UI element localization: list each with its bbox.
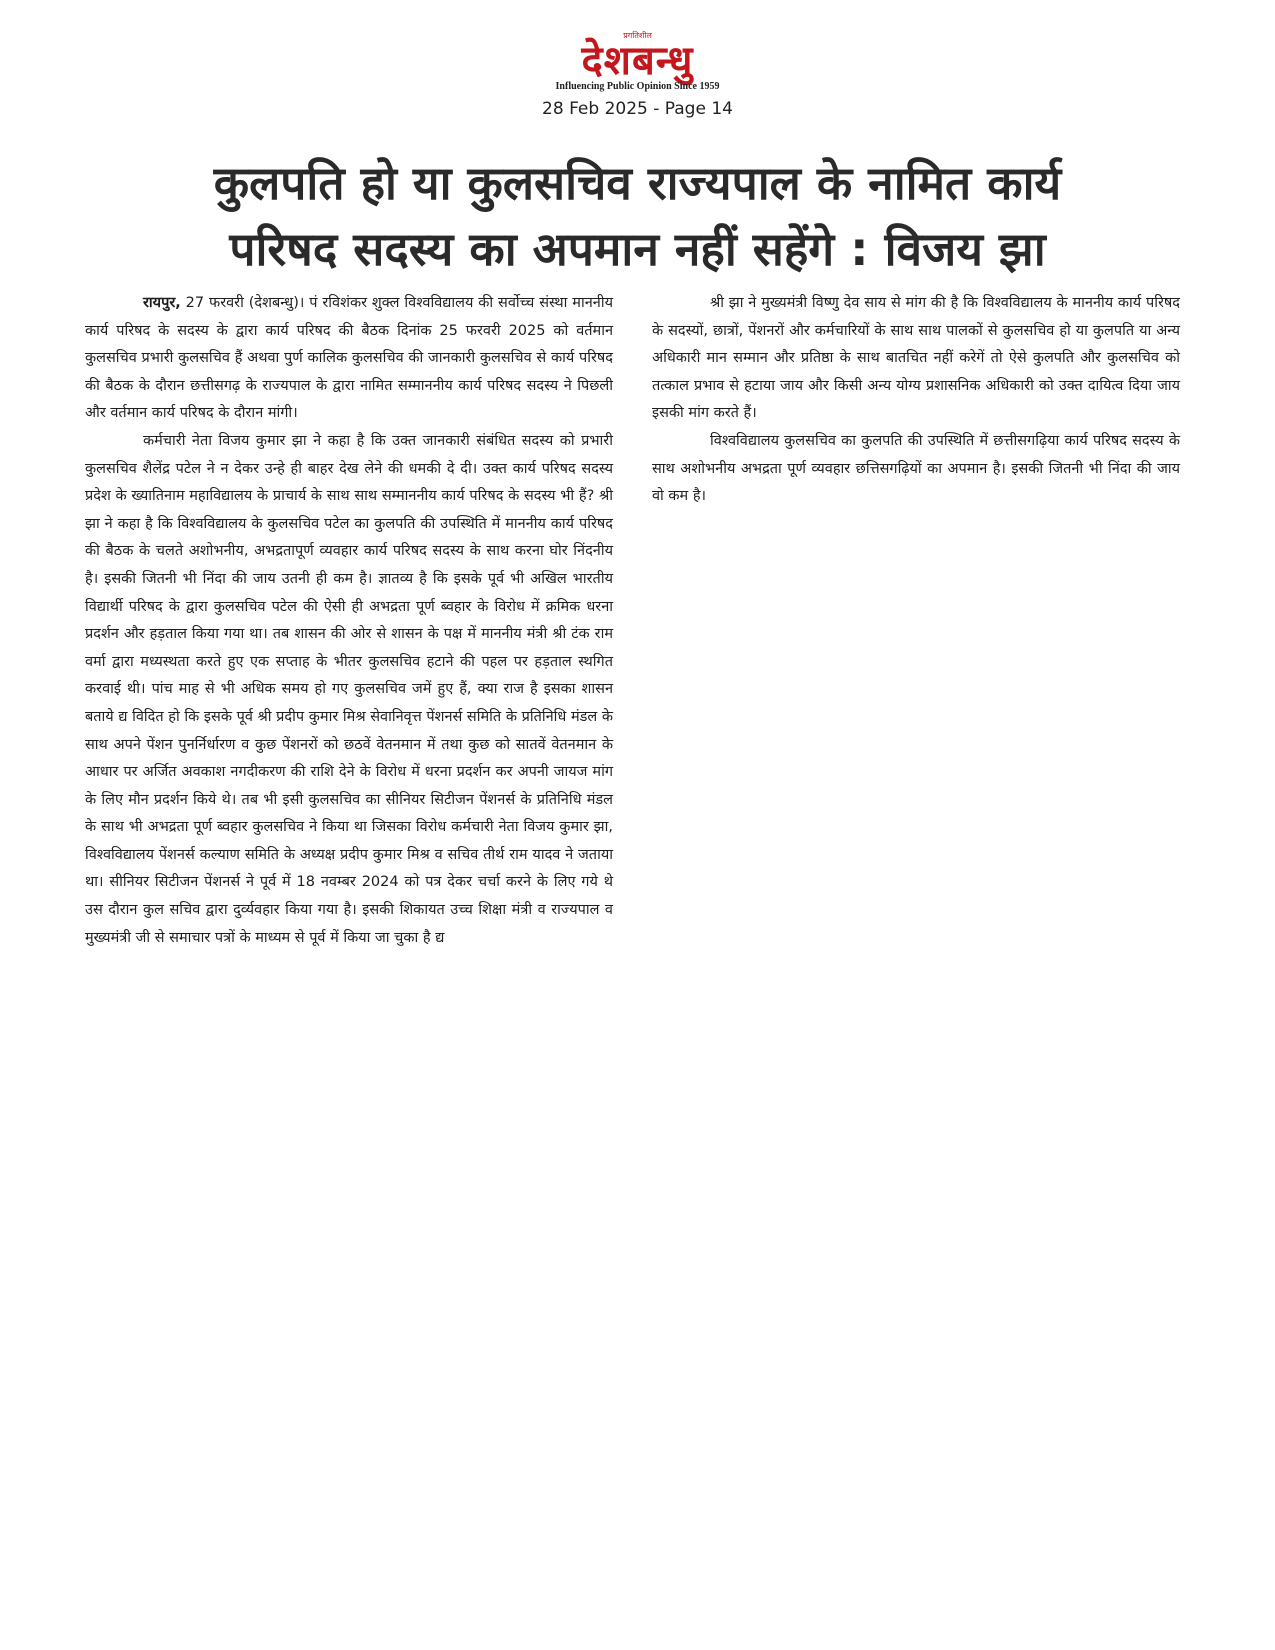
paragraph-2: कर्मचारी नेता विजय कुमार झा ने कहा है कि उक्त जानकारी संबंधित सदस्य को प्रभारी कुलसचिव शैलेंद्र पटेल ने न देकर उन्हे ही बाहर देख लेने की धमकी दे दी। उक्त कार्य परिषद सदस्य प्रदेश के ख्यातिनाम महाविद्यालय के प्राचार्य के साथ साथ सम्माननीय कार्य परिषद के सदस्य भी हैं? श्री झा ने कहा है कि विश्वविद्यालय के कुलसचिव पटेल का कुलपति की उपस्थिति में माननीय कार्य परिषद की बैठक के चलते अशोभनीय, अभद्रतापूर्ण व्यवहार कार्य परिषद सदस्य के साथ करना घोर निंदनीय है। इसकी जितनी भी निंदा की जाय उतनी ही कम है। ज्ञातव्य है कि इसके पूर्व भी अखिल भारतीय विद्यार्थी परिषद के द्वारा कुलसचिव पटेल की ऐसी ही अभद्रता पूर्ण ब्वहार के विरोध में क्रमिक धरना प्रदर्शन और हड़ताल किया गया था। तब शासन की ओर से शासन के पक्ष में माननीय मंत्री श्री टंक राम वर्मा द्वारा मध्यस्थता करते हुए एक सप्ताह के भीतर कुलसचिव हटाने की पहल पर हड़ताल स्थगित करवाई थी। पांच माह से भी अधिक समय हो गए कुलसचिव जमें हुए हैं, क्या राज है इसका शासन बताये द्य विदित हो कि इसके पूर्व श्री प्रदीप कुमार मिश्र सेवानिवृत्त पेंशनर्स समिति के प्रतिनिधि मंडल के साथ अपने पेंशन पुनर्निर्धारण व कुछ पेंशनरों को छठवें वेतनमान में तथा कुछ को सातवें वेतनमान के आधार पर अर्जित अवकाश नगदीकरण की राशि देने के विरोध में धरना प्रदर्शन कर अपनी जायज मांग के लिए मौन प्रदर्शन किये थे। तब भी इसी कुलसचिव का सीनियर सिटीजन पेंशनर्स के प्रतिनिधि मंडल के साथ भी अभद्रता पूर्ण ब्वहार कुलसचिव ने किया था जिसका विरोध कर्मचारी नेता विजय कुमार झा, विश्वविद्यालय पेंशनर्स कल्याण समिति के अध्यक्ष प्रदीप कुमार मिश्र व सचिव तीर्थ राम यादव ने जताया था। सीनियर सिटीजन पेंशनर्स ने पूर्व में 18 नवम्बर 2024 को पत्र देकर चर्चा करने के लिए गये थे उस दौरान कुल सचिव द्वारा दुर्व्यवहार किया गया है। इसकी शिकायत उच्च शिक्षा मंत्री व राज्यपाल व मुख्यमंत्री जी से समाचार पत्रों के माध्यम से पूर्व में किया जा चुका है द्य [85,432,613,946]
headline-line-2: परिषद सदस्य का अपमान नहीं सहेंगे : विजय झा [229,222,1046,276]
logo-name: देशबन्धु [581,38,694,84]
article-body [85,290,1180,946]
dateline: रायपुर, [143,295,181,311]
article-column-right [652,290,1180,910]
paragraph-1-text: 27 फरवरी (देशबन्धु)। पं रविशंकर शुक्ल विश्वविद्यालय की सर्वोच्च संस्था माननीय कार्य परिषद के सदस्य के द्वारा कार्य परिषद की बैठक दिनांक 25 फरवरी 2025 को वर्तमान कुलसचिव प्रभारी कुलसचिव हैं अथवा पुर्ण कालिक कुलसचिव की जानकारी कुलसचिव से कार्य परिषद की बैठक के दौरान छत्तीसगढ़ के राज्यपाल के द्वारा नामित सम्माननीय कार्य परिषद सदस्य ने पिछली और वर्तमान कार्य परिषद के दौरान मांगी। [85,295,613,422]
paragraph-3: श्री झा ने मुख्यमंत्री विष्णु देव साय से मांग की है कि विश्वविद्यालय के माननीय कार्य परिषद के सदस्यों, छात्रों, पेंशनरों और कर्मचारियों के साथ साथ पालकों से कुलसचिव हो या कुलपति या अन्य अधिकारी मान सम्मान और प्रतिष्ठा के साथ बातचित नहीं करेगें तो ऐसे कुलपति और कुलसचिव को तत्काल प्रभाव से हटाया जाय और किसी अन्य योग्य प्रशासनिक अधिकारी को उक्त दायित्व दिया जाय इसकी मांग करते हैं। [652,295,1180,422]
paragraph-4: विश्वविद्यालय कुलसचिव का कुलपति की उपस्थिति में छत्तीसगढ़िया कार्य परिषद सदस्य के साथ अशोभनीय अभद्रता पूर्ण व्यवहार छत्तिसगढ़ियों का अपमान है। इसकी जितनी भी निंदा की जाय वो कम है। [652,432,1180,505]
masthead [0,30,1275,119]
article-headline [70,150,1205,282]
newspaper-logo [548,30,728,92]
article-column-left [85,290,613,946]
paragraph-1 [85,290,613,428]
logo-strapline: Influencing Public Opinion Since 1959 [555,81,720,92]
edition-date-page: 28 Feb 2025 - Page 14 [542,99,733,119]
logo-tagline-top: प्रगतिशील [623,31,652,40]
headline-line-1: कुलपति हो या कुलसचिव राज्यपाल के नामित कार्य [213,156,1062,210]
